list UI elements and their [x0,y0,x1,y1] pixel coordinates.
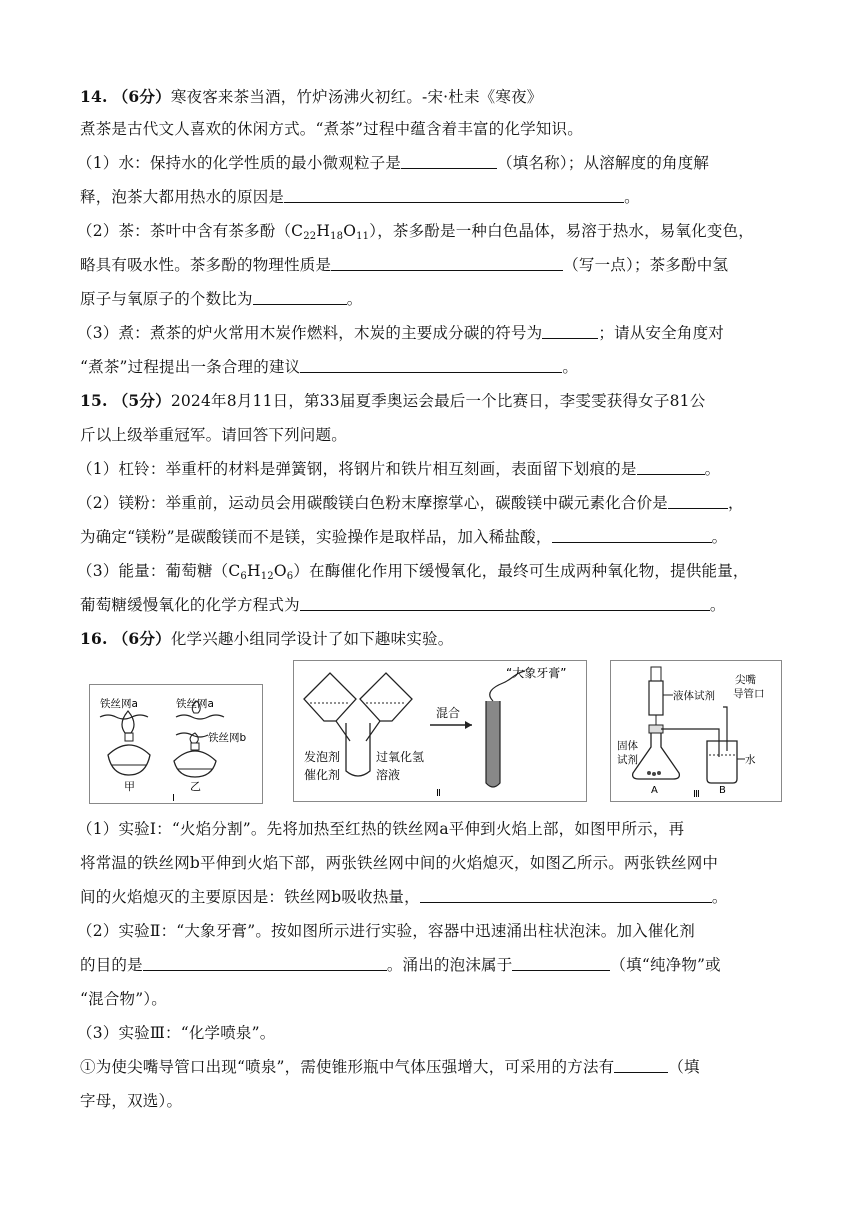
label-net-a-right: 铁丝网a [176,698,214,710]
answer-blank[interactable] [552,527,712,543]
figure-1-label: Ⅰ [172,793,175,803]
figure-3-chemical-fountain [610,660,782,802]
q14-part3-line2: “煮茶”过程提出一条合理的建议 。 [80,358,579,376]
q15-part2-line2: 为确定“镁粉”是碳酸镁而不是镁，实验操作是取样品，加入稀盐酸， 。 [80,528,728,546]
funnel-right [360,673,412,721]
label-mix: 混合 [436,706,461,720]
mix-arrow-head [465,721,472,729]
flask-stopper [649,725,663,733]
q15-part3-line2: 葡萄糖缓慢氧化的化学方程式为 。 [80,596,726,614]
answer-blank[interactable] [143,955,387,971]
question-score: （6分） [112,87,171,106]
q16-part1-line2: 将常温的铁丝网b平伸到火焰下部，两张铁丝网中间的火焰熄灭，如图乙所示。两张铁丝网中 [80,854,719,872]
q14-intro: 煮茶是古代文人喜欢的休闲方式。“煮茶”过程中蕴含着丰富的化学知识。 [80,120,583,138]
question-score: （5分） [112,391,171,410]
label-nozzle: 尖嘴 [735,674,756,686]
figure-2-label: Ⅱ [436,788,441,799]
q15-title: 15. （5分）2024年8月11日，第33届夏季奥运会最后一个比赛日，李雯雯获得女子81公 [80,391,706,410]
mixing-tube [346,723,370,776]
q15-part1: （1）杠铃：举重杆的材料是弹簧钢，将钢片和铁片相互刻画，表面留下划痕的是 。 [77,460,721,478]
wire-net-a-right [176,715,224,719]
q14-part1-line2: 释，泡茶大都用热水的原因是 。 [80,188,640,206]
answer-blank[interactable] [614,1057,668,1073]
q16-part3-1-line2: 字母，双选）。 [80,1092,183,1110]
figure-1-drawing [90,685,262,803]
label-a: A [651,785,658,796]
answer-blank[interactable] [300,357,562,373]
solid-particle [652,772,656,776]
label-solution: 溶液 [376,768,401,782]
figure-3-label: Ⅲ [693,789,700,800]
answer-blank[interactable] [668,493,728,509]
q16-part1-line3: 间的火焰熄灭的主要原因是：铁丝网b吸收热量， 。 [80,888,728,906]
q16-part2-line1: （2）实验Ⅱ：“大象牙膏”。按如图所示进行实验，容器中迅速涌出柱状泡沫。加入催化剂 [77,922,695,940]
figure-1-flame-split [89,684,263,804]
solid-particle [657,771,661,775]
label-foaming-agent: 发泡剂 [304,750,341,764]
q14-part3-line1: （3）煮：煮茶的炉火常用木炭作燃料，木炭的主要成分碳的符号为 ；请从安全角度对 [77,324,724,342]
connecting-tube [661,729,719,757]
funnel-stems [336,721,380,741]
q14-part2-line2: 略具有吸水性。茶多酚的物理性质是 （写一点）；茶多酚中氢 [80,256,729,274]
answer-blank[interactable] [331,255,563,271]
label-water: 水 [745,754,756,766]
syringe-barrel [649,681,663,715]
label-net-a-left: 铁丝网a [100,698,138,710]
answer-blank[interactable] [401,153,497,169]
q16-part3-1-line1: ①为使尖嘴导管口出现“喷泉”，需使锥形瓶中气体压强增大，可采用的方法有 （填 [80,1058,700,1076]
syringe-plunger [651,667,661,681]
answer-blank[interactable] [512,955,610,971]
label-solid: 固体 [617,740,638,752]
funnel-left [304,673,356,721]
figure-2-elephant-toothpaste [293,660,587,802]
answer-blank[interactable] [420,887,712,903]
answer-blank[interactable] [284,187,624,203]
label-net-b: 铁丝网b [208,732,247,744]
test-tube-foam [486,701,500,787]
label-jia: 甲 [124,780,135,793]
question-number: 16. [80,629,108,648]
label-liquid-reagent: 液体试剂 [673,690,715,702]
q14-part2-line1: （2）茶：茶叶中含有茶多酚$(C_{22}H_{18}O_{11})$，茶多酚是一种白色晶体，易溶于热水，易氧化变色， [77,222,755,242]
label-elephant-toothpaste: “大象牙膏” [506,666,567,680]
q16-part2-line2: 的目的是 。涌出的泡沫属于 （填“纯净物”或 [80,956,721,974]
label-hydrogen-peroxide: 过氧化氢 [376,750,425,764]
alcohol-lamp-left [108,745,150,775]
answer-blank[interactable] [637,459,705,475]
q15-part3-line1: （3）能量：葡萄糖$(C_6H_{12}O_6)$在酶催化作用下缓慢氧化，最终可生成两种氧化物，提供能量， [77,562,749,582]
label-catalyst: 催化剂 [304,768,341,782]
flask-a [633,733,680,779]
figure-2-drawing [294,661,586,801]
solid-particle [647,771,651,775]
question-score: （6分） [112,629,171,648]
answer-blank[interactable] [300,595,710,611]
poem-text: 寒夜客来茶当酒，竹炉汤沸火初红。-宋·杜耒《寒夜》 [170,88,543,106]
q14-part2-line3: 原子与氧原子的个数比为 。 [80,290,363,308]
label-yi: 乙 [190,780,201,793]
label-reagent: 试剂 [617,754,638,766]
label-b: B [719,785,726,796]
question-number: 15. [80,391,108,410]
q16-part1-line1: （1）实验Ⅰ：“火焰分割”。先将加热至红热的铁丝网a平伸到火焰上部，如图甲所示，再 [77,820,685,838]
question-number: 14. [80,87,108,106]
q16-part2-line3: “混合物”）。 [80,990,167,1008]
bottle-b [707,741,737,783]
alcohol-lamp-right [174,751,216,777]
q15-intro-line2: 斤以上级举重冠军。请回答下列问题。 [80,426,347,444]
wick-right [191,743,199,750]
answer-blank[interactable] [542,323,598,339]
q16-part3: （3）实验Ⅲ：“化学喷泉”。 [77,1024,276,1042]
flame-left [122,711,134,733]
nozzle-tube [723,707,727,751]
wick-left [125,733,133,741]
answer-blank[interactable] [253,289,347,305]
label-tube-mouth: 导管口 [733,688,765,700]
q16-title: 16. （6分）化学兴趣小组同学设计了如下趣味实验。 [80,629,454,648]
q14-part1-line1: （1）水：保持水的化学性质的最小微观粒子是 （填名称）；从溶解度的角度解 [77,154,710,172]
q15-part2-line1: （2）镁粉：举重前，运动员会用碳酸镁白色粉末摩擦掌心，碳酸镁中碳元素化合价是 ， [77,494,744,512]
figure-3-drawing [611,661,781,801]
q14-title [80,86,785,108]
